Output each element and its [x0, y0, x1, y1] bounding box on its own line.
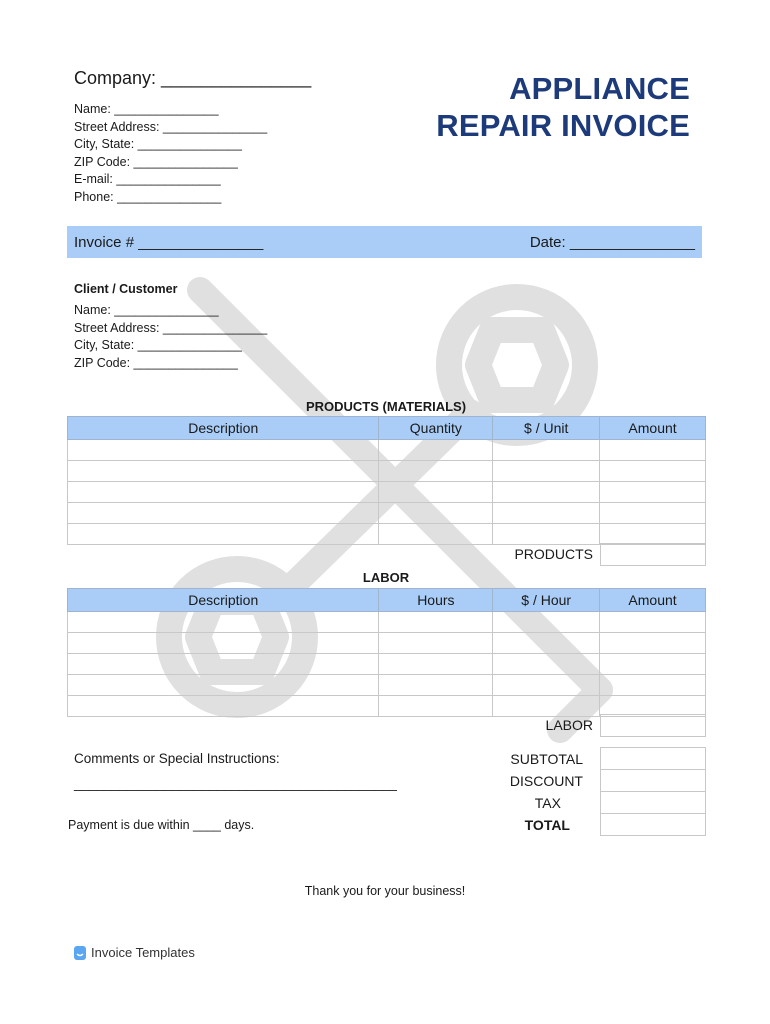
labor-total-label: LABOR [545, 717, 593, 733]
cell[interactable] [68, 524, 379, 545]
cell[interactable] [379, 440, 493, 461]
labor-total-field[interactable] [600, 714, 706, 737]
cell[interactable] [68, 612, 379, 633]
invoice-bar [67, 226, 702, 258]
products-col-quantity: Quantity [379, 417, 493, 440]
cell[interactable] [493, 633, 600, 654]
cell[interactable] [600, 503, 706, 524]
cell[interactable] [379, 633, 493, 654]
cell[interactable] [493, 482, 600, 503]
cell[interactable] [379, 612, 493, 633]
invoice-date: Date: _______________ [529, 234, 695, 251]
client-heading: Client / Customer [74, 282, 178, 296]
client-details [74, 302, 267, 372]
products-total-label: PRODUCTS [514, 546, 593, 562]
table-row [68, 654, 706, 675]
labor-header-row [68, 589, 706, 612]
cell[interactable] [379, 482, 493, 503]
cell[interactable] [600, 654, 706, 675]
invoice-number: Invoice # _______________ [74, 234, 264, 251]
comments-line[interactable]: ___________________________________________ [74, 776, 397, 791]
products-col-amount: Amount [600, 417, 706, 440]
cell[interactable] [68, 461, 379, 482]
table-row [68, 440, 706, 461]
labor-col-rate: $ / Hour [493, 589, 600, 612]
table-row [68, 461, 706, 482]
cell[interactable] [493, 612, 600, 633]
subtotal-field[interactable] [600, 747, 706, 770]
cell[interactable] [600, 675, 706, 696]
total-label: TOTAL [524, 817, 570, 833]
discount-label: DISCOUNT [509, 773, 583, 789]
cell[interactable] [600, 440, 706, 461]
cell[interactable] [68, 440, 379, 461]
table-row [68, 675, 706, 696]
products-header-row [68, 417, 706, 440]
title-line-1: APPLIANCE [509, 71, 690, 106]
table-row [68, 524, 706, 545]
thank-you-note: Thank you for your business! [304, 884, 466, 898]
sender-name: Name: _______________ [74, 102, 219, 116]
cell[interactable] [493, 440, 600, 461]
labor-col-description: Description [68, 589, 379, 612]
cell[interactable] [379, 524, 493, 545]
table-row [68, 633, 706, 654]
cell[interactable] [493, 524, 600, 545]
sender-street: Street Address: _______________ [74, 119, 268, 134]
cell[interactable] [600, 482, 706, 503]
table-row [68, 612, 706, 633]
sender-phone: Phone: _______________ [74, 189, 222, 204]
labor-title: LABOR [362, 570, 410, 585]
discount-field[interactable] [600, 769, 706, 792]
title-line-2: REPAIR INVOICE [436, 108, 690, 143]
cell[interactable] [493, 461, 600, 482]
cell[interactable] [379, 696, 493, 717]
cell[interactable] [68, 675, 379, 696]
cell[interactable] [68, 482, 379, 503]
invoice-title [436, 70, 690, 144]
products-col-unit: $ / Unit [493, 417, 600, 440]
client-street: Street Address: _______________ [74, 320, 268, 335]
cell[interactable] [379, 654, 493, 675]
cell[interactable] [493, 503, 600, 524]
sender-details [74, 101, 267, 207]
payment-terms: Payment is due within ____ days. [68, 818, 255, 832]
cell[interactable] [600, 612, 706, 633]
cell[interactable] [68, 654, 379, 675]
sender-city: City, State: _______________ [74, 137, 242, 152]
sender-zip: ZIP Code: _______________ [74, 154, 238, 169]
brand-name: Invoice Templates [91, 945, 195, 960]
cell[interactable] [493, 675, 600, 696]
labor-table [67, 588, 706, 717]
brand-footer [74, 945, 195, 960]
cell[interactable] [68, 696, 379, 717]
total-field[interactable] [600, 813, 706, 836]
client-city: City, State: _______________ [74, 338, 242, 353]
subtotal-label: SUBTOTAL [510, 751, 583, 767]
tax-field[interactable] [600, 791, 706, 814]
cell[interactable] [379, 461, 493, 482]
table-row [68, 503, 706, 524]
cell[interactable] [68, 633, 379, 654]
cell[interactable] [379, 675, 493, 696]
brand-logo-icon [74, 946, 86, 960]
cell[interactable] [493, 654, 600, 675]
client-name: Name: _______________ [74, 303, 219, 317]
products-table [67, 416, 706, 545]
cell[interactable] [600, 633, 706, 654]
cell[interactable] [493, 696, 600, 717]
products-col-description: Description [68, 417, 379, 440]
sender-email: E-mail: _______________ [74, 172, 221, 187]
cell[interactable] [379, 503, 493, 524]
client-zip: ZIP Code: _______________ [74, 355, 238, 370]
products-title: PRODUCTS (MATERIALS) [305, 399, 467, 414]
products-total-field[interactable] [600, 543, 706, 566]
labor-col-hours: Hours [379, 589, 493, 612]
comments-label: Comments or Special Instructions: [74, 751, 280, 766]
cell[interactable] [68, 503, 379, 524]
cell[interactable] [600, 461, 706, 482]
tax-label: TAX [534, 795, 561, 811]
labor-col-amount: Amount [600, 589, 706, 612]
company-field: Company: _______________ [74, 68, 312, 88]
cell[interactable] [600, 524, 706, 545]
table-row [68, 482, 706, 503]
